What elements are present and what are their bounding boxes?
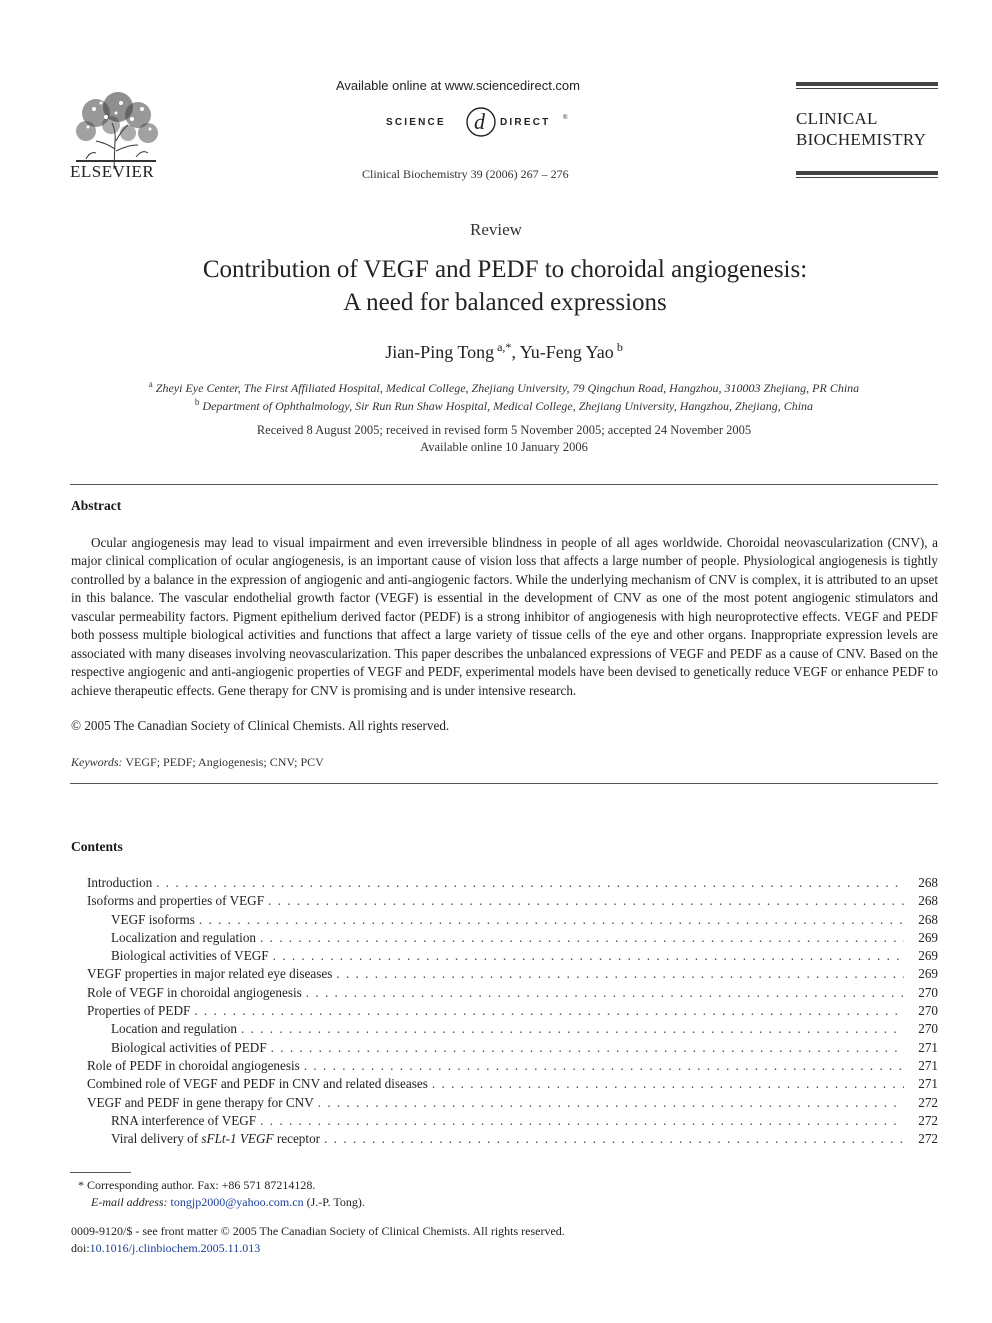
toc-leader — [260, 1112, 904, 1130]
toc-page: 272 — [918, 1094, 938, 1110]
corresponding-author-text: Corresponding author. Fax: +86 571 87214128. — [87, 1178, 316, 1192]
toc-title[interactable]: RNA interference of VEGF — [111, 1112, 260, 1130]
author-list — [0, 340, 992, 363]
article-type: Review — [470, 220, 522, 239]
toc-title[interactable]: Localization and regulation — [111, 929, 260, 947]
journal-rule-top — [796, 82, 938, 89]
toc-leader — [273, 947, 904, 965]
sciencedirect-logo-mark: ® — [563, 115, 568, 121]
toc-page: 270 — [918, 984, 938, 1000]
toc-title[interactable]: VEGF properties in major related eye diseases — [87, 965, 336, 983]
email-suffix: (J.-P. Tong). — [306, 1195, 365, 1209]
toc-title[interactable]: Role of PEDF in choroidal angiogenesis — [87, 1057, 304, 1075]
corresponding-author-note — [78, 1178, 315, 1193]
affil-text: Department of Ophthalmology, Sir Run Run Shaw Hospital, Medical College, Zhejiang University, Hangzhou, Zhejiang, China — [202, 399, 814, 413]
doi-label: doi: — [71, 1241, 90, 1255]
toc-entry[interactable] — [87, 874, 938, 892]
sciencedirect-logo-left: SCIENCE — [386, 117, 446, 128]
abstract-copyright: © 2005 The Canadian Society of Clinical Chemists. All rights reserved. — [71, 718, 450, 733]
doi-link[interactable]: 10.1016/j.clinbiochem.2005.11.013 — [89, 1241, 261, 1255]
keywords — [71, 755, 324, 770]
toc-entry[interactable] — [87, 1075, 938, 1093]
journal-citation: Clinical Biochemistry 39 (2006) 267 – 276 — [362, 167, 569, 181]
toc-page: 272 — [918, 1112, 938, 1128]
toc-leader — [199, 911, 904, 929]
sciencedirect-d-icon — [467, 108, 495, 136]
sciencedirect-logo — [386, 101, 576, 139]
affil-text: Zheyi Eye Center, The First Affiliated Hospital, Medical College, Zhejiang University, 79 Qingchun Road, Hangzhou, 310003 Zhejiang, PR China — [155, 381, 860, 395]
journal-name-line1: CLINICAL — [796, 109, 878, 128]
toc-leader — [304, 1057, 904, 1075]
toc-page: 271 — [918, 1039, 938, 1055]
author-name[interactable]: Jian-Ping Tong — [385, 342, 495, 362]
author-separator: , — [511, 342, 520, 362]
toc-leader — [318, 1094, 904, 1112]
toc-entry[interactable] — [87, 1002, 938, 1020]
abstract-heading: Abstract — [71, 498, 122, 513]
toc-subentry[interactable] — [87, 1130, 938, 1148]
toc-leader — [336, 965, 904, 983]
svg-text:d: d — [474, 109, 485, 134]
toc-page: 269 — [918, 948, 938, 964]
toc-page: 268 — [918, 875, 938, 890]
toc-title-em: sFLt-1 VEGF — [201, 1131, 274, 1147]
toc-title[interactable]: Role of VEGF in choroidal angiogenesis — [87, 984, 306, 1002]
journal-name-line2: BIOCHEMISTRY — [796, 130, 927, 149]
journal-name — [796, 108, 926, 150]
toc-entry[interactable] — [87, 1094, 938, 1112]
author-name[interactable]: Yu-Feng Yao — [519, 342, 614, 362]
toc-title[interactable]: VEGF isoforms — [111, 911, 199, 929]
affil-mark: b — [194, 397, 200, 407]
toc-leader — [194, 1002, 904, 1020]
toc-leader — [241, 1020, 904, 1038]
toc-title[interactable] — [111, 1130, 324, 1148]
email-note — [91, 1195, 365, 1210]
toc-page: 272 — [918, 1131, 938, 1147]
toc-page: 268 — [918, 911, 938, 927]
toc-leader — [432, 1075, 904, 1093]
toc-page: 270 — [918, 1003, 938, 1019]
affiliation-b — [0, 397, 992, 414]
toc-leader — [306, 984, 904, 1002]
toc-subentry[interactable] — [87, 1112, 938, 1130]
toc-title[interactable]: Isoforms and properties of VEGF — [87, 892, 268, 910]
toc-title[interactable]: Location and regulation — [111, 1020, 241, 1038]
toc-title[interactable]: Biological activities of PEDF — [111, 1039, 271, 1057]
affiliation-a — [0, 379, 992, 396]
toc-leader — [156, 874, 904, 892]
divider — [70, 484, 938, 485]
toc-page: 269 — [918, 929, 938, 945]
contents-heading: Contents — [71, 839, 123, 854]
email-link[interactable]: tongjp2000@yahoo.com.cn — [170, 1195, 304, 1209]
author-affil-sup[interactable]: b — [616, 340, 623, 354]
received-dates: Received 8 August 2005; received in revised form 5 November 2005; accepted 24 November 2005 — [256, 423, 752, 437]
toc-title[interactable]: Biological activities of VEGF — [111, 947, 273, 965]
toc-title[interactable]: VEGF and PEDF in gene therapy for CNV — [87, 1094, 318, 1112]
issn-line: 0009-9120/$ - see front matter © 2005 The Canadian Society of Clinical Chemists. All rights reserved. — [71, 1224, 565, 1238]
toc-subentry[interactable] — [87, 911, 938, 929]
sciencedirect-logo-right: DIRECT — [500, 117, 551, 128]
toc-leader — [268, 892, 904, 910]
table-of-contents — [87, 874, 938, 1148]
online-date: Available online 10 January 2006 — [420, 440, 588, 454]
journal-rule-bottom — [796, 171, 938, 178]
keywords-list: VEGF; PEDF; Angiogenesis; CNV; PCV — [125, 755, 324, 769]
author-affil-sup[interactable]: a,* — [497, 340, 512, 354]
toc-leader — [271, 1039, 904, 1057]
toc-title-pre: Viral delivery of — [111, 1131, 202, 1147]
toc-title[interactable]: Combined role of VEGF and PEDF in CNV and related diseases — [87, 1075, 432, 1093]
toc-title[interactable]: Introduction — [87, 874, 156, 892]
toc-title-post: receptor — [273, 1131, 321, 1147]
toc-title[interactable]: Properties of PEDF — [87, 1002, 194, 1020]
abstract-body: Ocular angiogenesis may lead to visual impairment and even irreversible blindness in people of all ages worldwide. Choroidal neovascularization (CNV), a major clinical complication of ocular angiogenesis, is an important cause of vision loss that affects a large number of people. Physiological angiogenesis is tightly controlled by a balance in the expression of angiogenic and anti-angiogenic factors. While the underlying mechanism of CNV is complex, it is attributed to an upset in this balance. The vascular endothelial growth factor (VEGF) is essential in the development of CNV as one of the most potent angiogenic stimulators and vascular permeability factors. Pigment epithelium derived factor (PEDF) is a strong inhibitor of angiogenesis with high neuroprotective effects. VEGF and PEDF both possess multiple biological activities and functions that affect a large variety of tissue cells of the eye and other organs. Inappropriate expression levels are associated with many diseases involving neovascularization. This paper describes the unbalanced expressions of VEGF and PEDF as a cause of CNV. Based on the respective angiogenic and anti-angiogenic properties of VEGF and PEDF, experimental models have been devised to genetically reduce VEGF or enhance PEDF to achieve therapeutic effects. Gene therapy for CNV is promising and is under intensive research. — [71, 535, 938, 698]
toc-page: 268 — [918, 893, 938, 909]
toc-entry[interactable] — [87, 984, 938, 1002]
title-line-2: A need for balanced expressions — [343, 289, 667, 316]
toc-page: 271 — [918, 1057, 938, 1073]
toc-leader — [324, 1130, 904, 1148]
email-label: E-mail address: — [91, 1195, 168, 1209]
toc-subentry[interactable] — [87, 947, 938, 965]
publisher-name: ELSEVIER — [70, 162, 155, 181]
toc-entry[interactable] — [87, 965, 938, 983]
article-title — [0, 253, 992, 319]
footnote-rule — [70, 1172, 131, 1173]
toc-page: 271 — [918, 1076, 938, 1092]
doi-line — [71, 1241, 260, 1256]
affil-mark: a — [148, 379, 153, 389]
toc-entry[interactable] — [87, 1057, 938, 1075]
available-online-banner: Available online at www.sciencedirect.com — [336, 78, 580, 93]
toc-subentry[interactable] — [87, 929, 938, 947]
toc-subentry[interactable] — [87, 1039, 938, 1057]
toc-page: 270 — [918, 1021, 938, 1037]
footnote-mark: * — [78, 1178, 84, 1192]
divider — [70, 783, 938, 784]
title-line-1: Contribution of VEGF and PEDF to choroidal angiogenesis: — [202, 256, 808, 283]
keywords-label: Keywords: — [71, 755, 123, 769]
toc-leader — [260, 929, 904, 947]
toc-subentry[interactable] — [87, 1020, 938, 1038]
toc-entry[interactable] — [87, 892, 938, 910]
toc-page: 269 — [918, 966, 938, 982]
